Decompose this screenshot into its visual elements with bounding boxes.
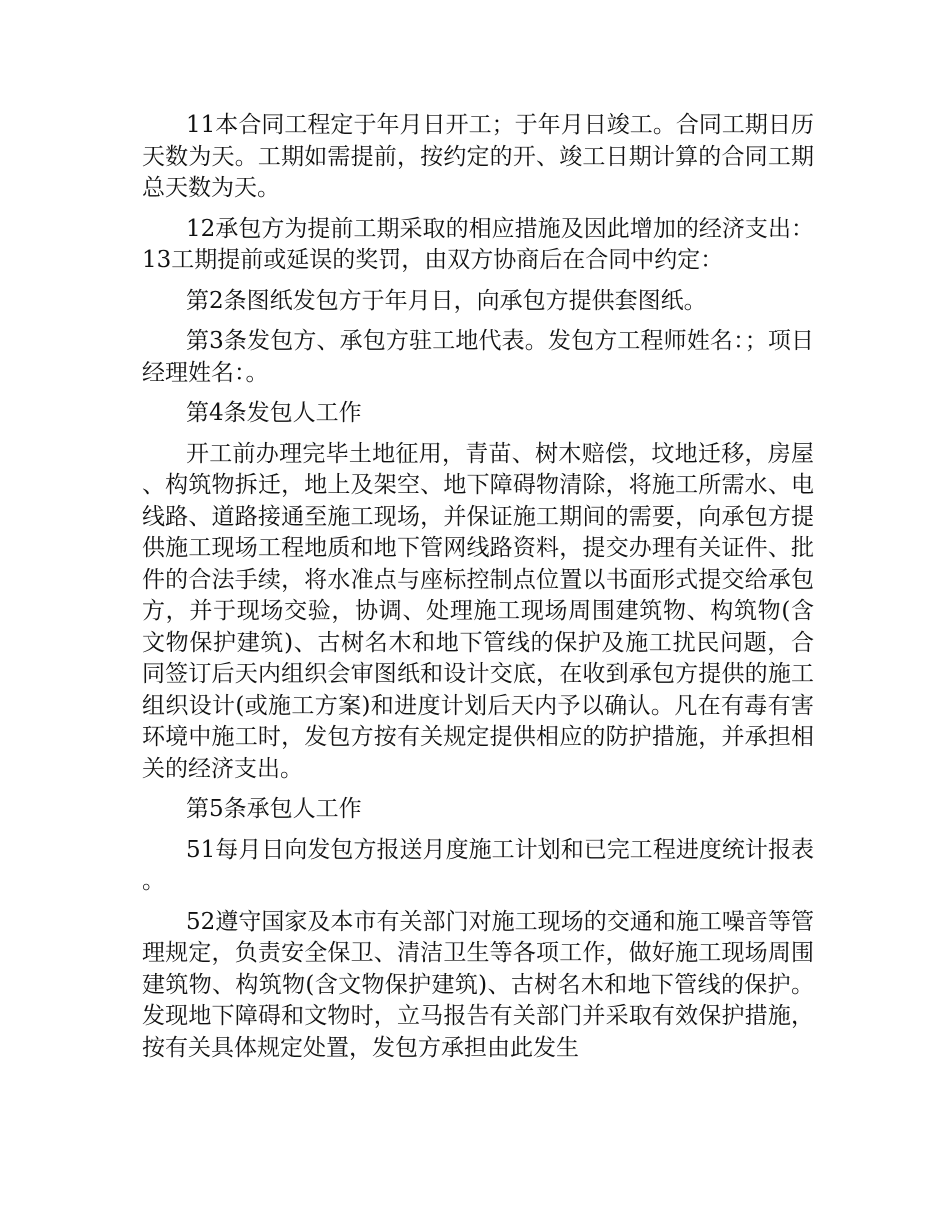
document-page [142,110,814,1073]
paragraph-8: 51每月日向发包方报送月度施工计划和已完工程进度统计报表。 [142,836,814,894]
section-heading-5: 第5条承包人工作 [186,796,362,822]
paragraph-1: 11本合同工程定于年月日开工；于年月日竣工。合同工期日历天数为天。工期如需提前，按约定的开、竣工日期计算的合同工期总天数为天。 [142,112,814,201]
paragraph-3: 第2条图纸发包方于年月日，向承包方提供套图纸。 [186,287,707,314]
paragraph-4: 第3条发包方、承包方驻工地代表。发包方工程师姓名：；项日经理姓名：。 [142,328,814,386]
paragraph-6: 开工前办理完毕土地征用，青苗、树木赔偿，坟地迁移，房屋、构筑物拆迁，地上及架空、地下障碍物清除，将施工所需水、电线路、道路接通至施工现场，并保证施工期间的需要，向承包方提供施工现场工程地质和地下管网线路资料，提交办理有关证件、批件的合法手续，将水准点与座标控制点位置以书面形式提交给承包方，并于现场交验，协调、处理施工现场周围建筑物、构筑物(含文物保护建筑)、古树名木和地下管线的保护及施工扰民问题，合同签订后天内组织会审图纸和设计交底，在收到承包方提供的施工组织设计(或施工方案)和进度计划后天内予以确认。凡在有毒有害环境中施工时，发包方按有关规定提供相应的防护措施，并承担相关的经济支出。 [142,440,814,782]
paragraph-2: 12承包方为提前工期采取的相应措施及因此增加的经济支出：13工期提前或延误的奖罚，由双方协商后在合同中约定： [142,215,814,273]
paragraph-9: 52遵守国家及本市有关部门对施工现场的交通和施工噪音等管理规定，负责安全保卫、清洁卫生等各项工作，做好施工现场周围建筑物、构筑物(含文物保护建筑)、古树名木和地下管线的保护。发现地下障碍和文物时，立马报告有关部门并采取有效保护措施，按有关具体规定处置，发包方承担由此发生 [142,908,814,1061]
section-heading-4: 第4条发包人工作 [186,400,362,426]
